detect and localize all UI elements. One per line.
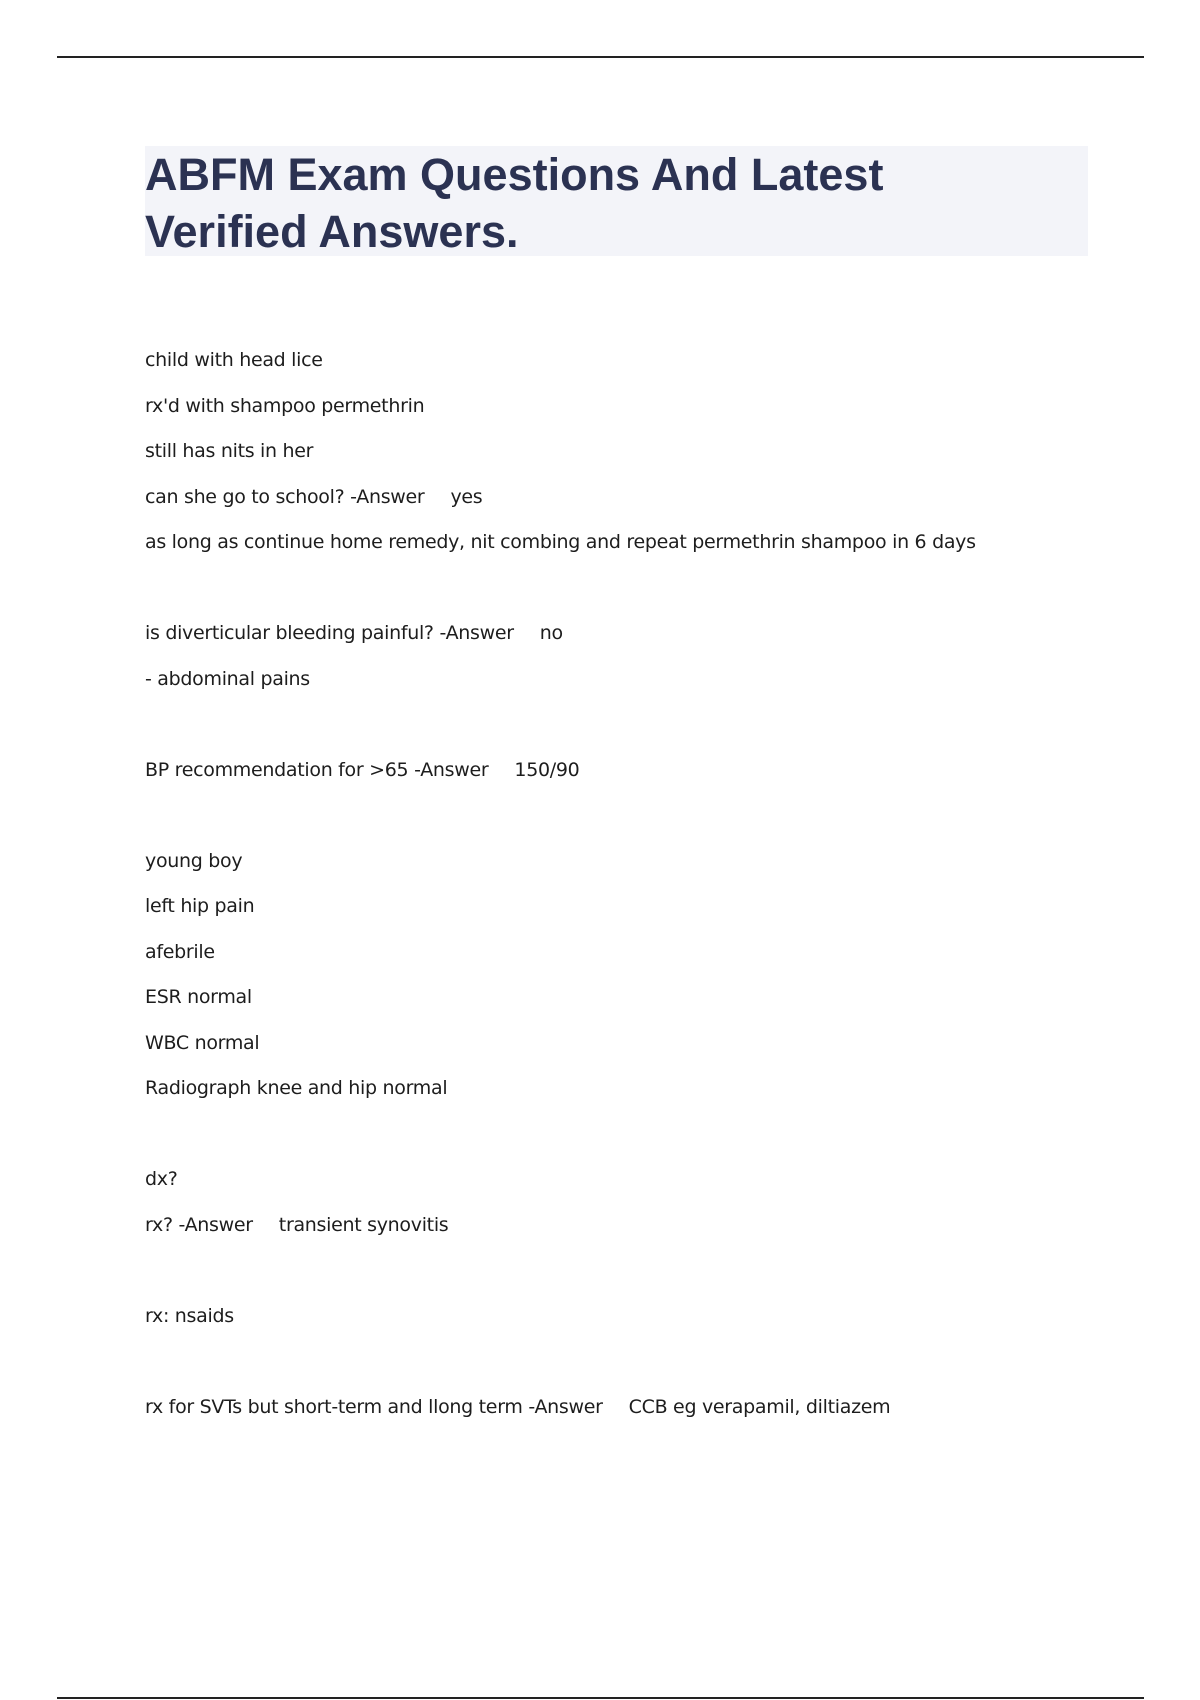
question-text: rx? -Answer <box>145 1214 253 1236</box>
text-line: rx'd with shampoo permethrin <box>145 395 425 417</box>
answer-text: yes <box>450 486 483 508</box>
question-line <box>145 621 563 645</box>
text-line: Radiograph knee and hip normal <box>145 1077 448 1099</box>
question-line <box>145 485 482 509</box>
text-line: afebrile <box>145 941 215 963</box>
text-line: rx: nsaids <box>145 1305 234 1327</box>
question-line <box>145 758 579 782</box>
text-line: young boy <box>145 850 243 872</box>
text-line: child with head lice <box>145 349 323 371</box>
text-line: left hip pain <box>145 895 255 917</box>
answer-text: transient synovitis <box>278 1214 449 1236</box>
text-line: ESR normal <box>145 986 252 1008</box>
text-line: still has nits in her <box>145 440 314 462</box>
answer-text: 150/90 <box>514 759 580 781</box>
question-text: can she go to school? -Answer <box>145 486 425 508</box>
text-line: dx? <box>145 1168 178 1190</box>
document-title: ABFM Exam Questions And Latest Verified Answers. <box>145 149 884 257</box>
text-line: - abdominal pains <box>145 668 310 690</box>
answer-text: CCB eg verapamil, diltiazem <box>628 1396 891 1418</box>
question-text: rx for SVTs but short-term and llong term -Answer <box>145 1396 603 1418</box>
question-line <box>145 1395 890 1419</box>
question-line <box>145 1213 448 1237</box>
text-line: as long as continue home remedy, nit combing and repeat permethrin shampoo in 6 days <box>145 531 976 553</box>
text-line: WBC normal <box>145 1032 260 1054</box>
question-text: is diverticular bleeding painful? -Answer <box>145 622 514 644</box>
title-block <box>145 146 1088 256</box>
answer-text: no <box>539 622 563 644</box>
bottom-rule <box>57 1697 1144 1699</box>
question-text: BP recommendation for >65 -Answer <box>145 759 489 781</box>
top-rule <box>57 56 1144 58</box>
